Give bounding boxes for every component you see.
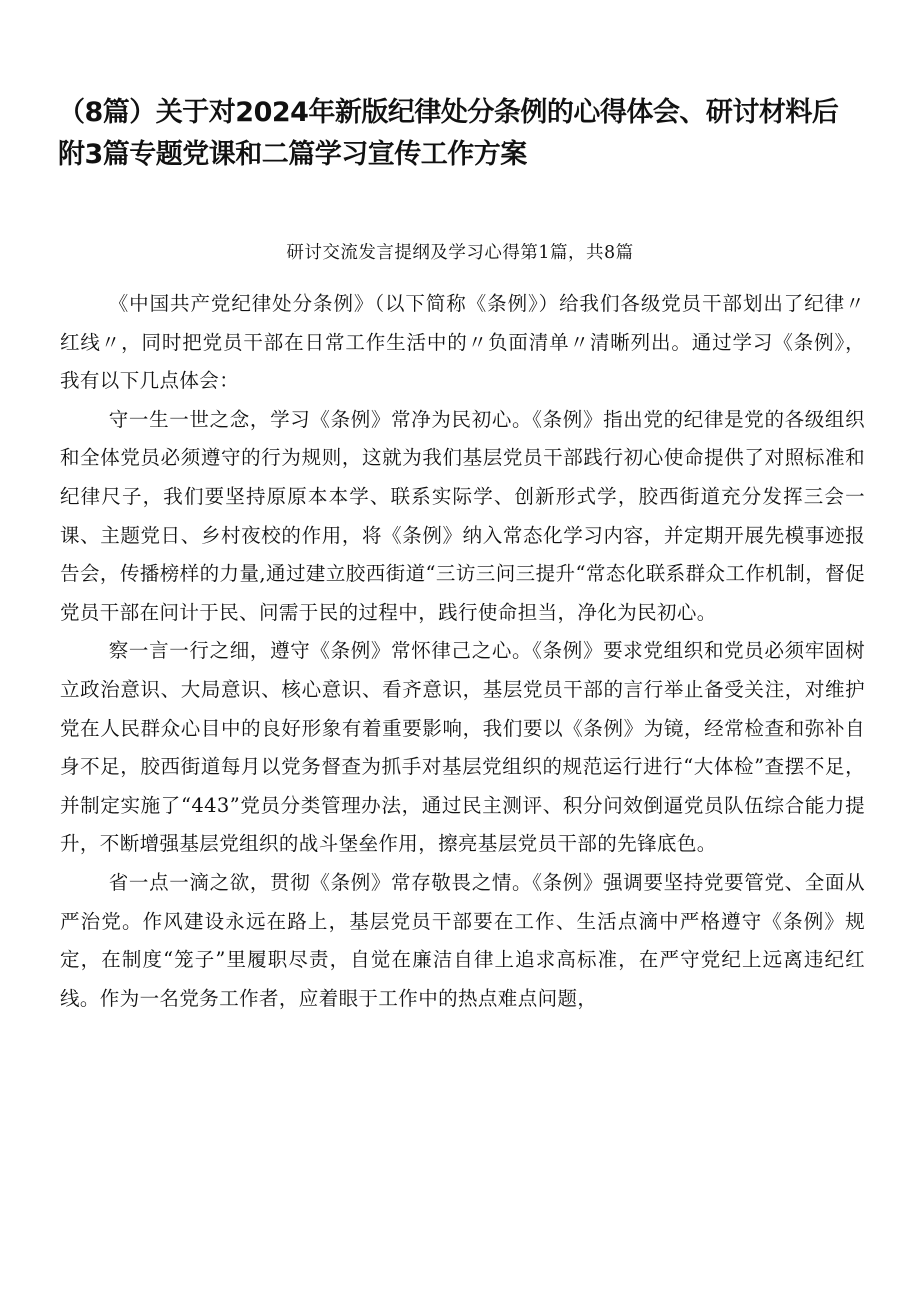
paragraph-point-1: 守一生一世之念，学习《条例》常净为民初心。《条例》指出党的纪律是党的各级组织和全体党员必须遵守的行为规则，这就为我们基层党员干部践行初心使命提供了对照标准和纪律尺子，我们要坚持原原本本学、联系实际学、创新形式学，胶西街道充分发挥三会一课、主题党日、乡村夜校的作用，将《条例》纳入常态化学习内容，并定期开展先模事迹报告会，传播榜样的力量,通过建立胶西街道“三访三问三提升“常态化联系群众工作机制，督促党员干部在问计于民、问需于民的过程中，践行使命担当，净化为民初心。 bbox=[60, 407, 865, 624]
document-title: （8篇）关于对2024年新版纪律处分条例的心得体会、研讨材料后附3篇专题党课和二篇学习宣传工作方案 bbox=[58, 97, 839, 170]
paragraph-point-2: 察一言一行之细，遵守《条例》常怀律己之心。《条例》要求党组织和党员必须牢固树立政治意识、大局意识、核心意识、看齐意识，基层党员干部的言行举止备受关注，对维护党在人民群众心目中的良好形象有着重要影响，我们要以《条例》为镜，经常检查和弥补自身不足，胶西街道每月以党务督查为抓手对基层党组织的规范运行进行“大体检”查摆不足，并制定实施了“443”党员分类管理办法，通过民主测评、积分问效倒逼党员队伍综合能力提升，不断增强基层党组织的战斗堡垒作用，擦亮基层党员干部的先锋底色。 bbox=[60, 639, 865, 856]
document-body bbox=[60, 285, 865, 1018]
paragraph-intro: 《中国共产党纪律处分条例》（以下简称《条例》）给我们各级党员干部划出了纪律〃红线〃，同时把党员干部在日常工作生活中的〃负面清单〃清晰列出。通过学习《条例》，我有以下几点体会： bbox=[60, 292, 865, 393]
document-subtitle: 研讨交流发言提纲及学习心得第1篇，共8篇 bbox=[286, 243, 634, 263]
paragraph-point-3: 省一点一滴之欲，贯彻《条例》常存敬畏之情。《条例》强调要坚持党要管党、全面从严治党。作风建设永远在路上，基层党员干部要在工作、生活点滴中严格遵守《条例》规定，在制度“笼子”里履职尽责，自觉在廉洁自律上追求高标准，在严守党纪上远离违纪红线。作为一名党务工作者，应着眼于工作中的热点难点问题， bbox=[60, 870, 865, 1010]
